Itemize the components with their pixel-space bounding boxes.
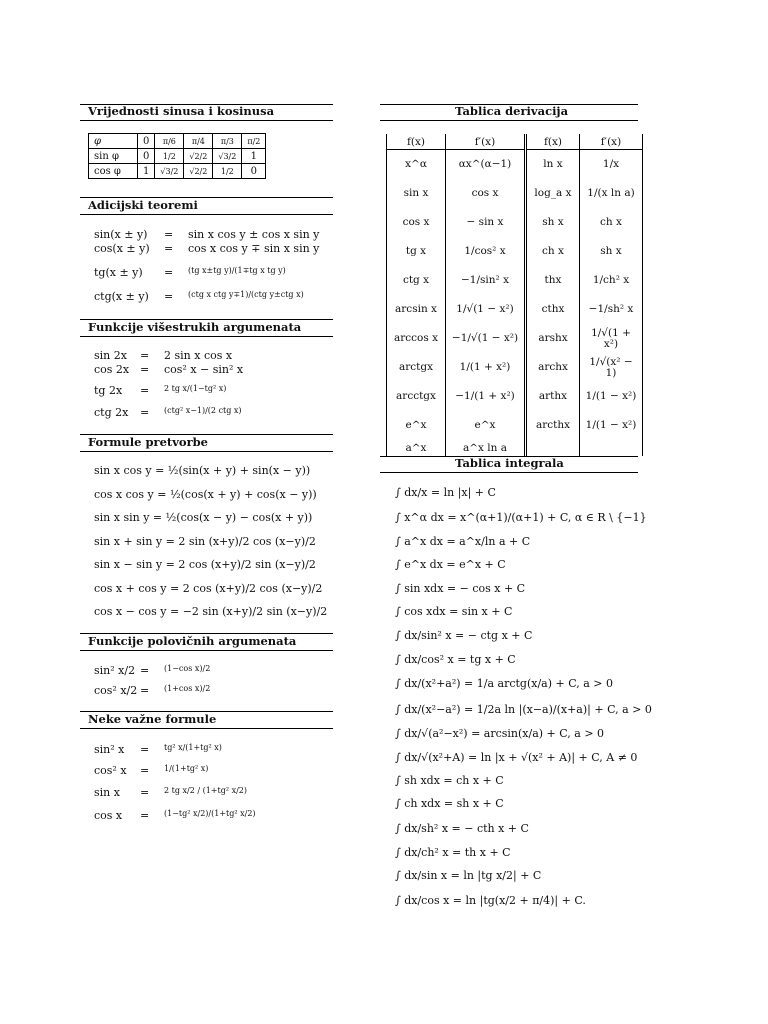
formula-lhs: cos x [94,809,123,822]
table-cell: π/2 [242,134,266,149]
table-cell: −1/√(1 − x²) [446,324,526,353]
rule [380,120,638,121]
table-cell: 1/2 [155,149,184,164]
integral-formula: ∫ sin xdx = − cos x + C [395,582,526,595]
formula-rhs: 2 tg x/2 / (1+tg² x/2) [164,786,248,795]
integral-formula: ∫ cos xdx = sin x + C [395,605,513,618]
table-cell: 1 [138,164,155,179]
table-cell: cos x [387,208,446,237]
table-cell: ch x [580,208,643,237]
rule [80,451,333,452]
table-row [387,411,643,440]
integral-formula: ∫ dx/(x²+a²) = 1/a arctg(x/a) + C, a > 0 [395,677,614,690]
table-cell: 1/x [580,150,643,180]
equals-sign: = [140,809,150,822]
rule [80,650,333,651]
table-cell: φ [89,134,138,149]
table-cell [526,440,580,456]
table-row [387,266,643,295]
equals-sign: = [140,786,150,799]
formula-lhs: ctg 2x [94,406,129,419]
table-row [387,324,643,353]
formula: cos x cos y = ½(cos(x + y) + cos(x − y)) [94,488,317,501]
table-row [387,295,643,324]
table-row [387,382,643,411]
table-cell: 0 [138,149,155,164]
formula-lhs: sin(x ± y) [94,228,148,241]
table-cell: 1/(1 + x²) [446,353,526,382]
table-cell: π/3 [213,134,242,149]
table-cell: arccos x [387,324,446,353]
table-cell: arcthx [526,411,580,440]
integral-formula: ∫ dx/√(x²+A) = ln |x + √(x² + A)| + C, A ≠ 0 [395,751,638,764]
table-cell: thx [526,266,580,295]
table-cell: cthx [526,295,580,324]
table-cell: √2/2 [184,164,213,179]
equals-sign: = [164,228,174,241]
equals-sign: = [140,349,150,362]
integral-formula: ∫ dx/cos² x = tg x + C [395,653,516,666]
formula-rhs: 2 tg x/(1−tg² x) [164,384,227,393]
section-title-derivacije: Tablica derivacija [455,104,569,118]
table-cell: arshx [526,324,580,353]
integral-formula: ∫ a^x dx = a^x/ln a + C [395,535,531,548]
table-cell: 1/(1 − x²) [580,411,643,440]
table-cell: e^x [387,411,446,440]
equals-sign: = [140,684,150,697]
formula-lhs: ctg(x ± y) [94,290,149,303]
formula: cos x − cos y = −2 sin (x+y)/2 sin (x−y)/2 [94,605,328,618]
formula-lhs: tg(x ± y) [94,266,143,279]
equals-sign: = [140,384,150,397]
table-cell: archx [526,353,580,382]
formula-rhs: 1/(1+tg² x) [164,764,209,773]
table-cell: − sin x [446,208,526,237]
table-cell: e^x [446,411,526,440]
rule [380,472,638,473]
table-cell: arcctgx [387,382,446,411]
equals-sign: = [140,406,150,419]
table-cell: 1 [242,149,266,164]
table-row [387,208,643,237]
table-cell: 1/2 [213,164,242,179]
formula-lhs: sin² x/2 [94,664,136,677]
column-header: f′(x) [446,134,526,150]
integral-formula: ∫ dx/√(a²−x²) = arcsin(x/a) + C, a > 0 [395,727,605,740]
table-cell: arcsin x [387,295,446,324]
table-row [387,179,643,208]
formula: sin x + sin y = 2 sin (x+y)/2 cos (x−y)/2 [94,535,316,548]
table-cell: ch x [526,237,580,266]
formula-rhs: cos² x − sin² x [164,363,244,376]
table-cell: ln x [526,150,580,180]
table-cell: −1/(1 + x²) [446,382,526,411]
formula-lhs: sin² x [94,743,125,756]
integral-formula: ∫ ch xdx = sh x + C [395,797,504,810]
table-row [387,353,643,382]
formula-lhs: cos² x/2 [94,684,138,697]
column-header: f(x) [387,134,446,150]
table-row [89,164,266,179]
rule [80,214,333,215]
formula: cos x + cos y = 2 cos (x+y)/2 cos (x−y)/2 [94,582,323,595]
section-title-pretvorbe: Formule pretvorbe [88,435,208,449]
equals-sign: = [164,290,174,303]
section-title-sin-cos: Vrijednosti sinusa i kosinusa [88,104,275,118]
formula-lhs: cos² x [94,764,127,777]
table-cell: arthx [526,382,580,411]
formula: sin x cos y = ½(sin(x + y) + sin(x − y)) [94,464,311,477]
table-cell: −1/sh² x [580,295,643,324]
equals-sign: = [164,242,174,255]
formula-lhs: cos 2x [94,363,130,376]
table-row [89,149,266,164]
integral-formula: ∫ dx/sh² x = − cth x + C [395,822,529,835]
table-cell: αx^(α−1) [446,150,526,180]
formula-rhs: (1−tg² x/2)/(1+tg² x/2) [164,809,256,818]
rule [80,336,333,337]
formula: sin x − sin y = 2 cos (x+y)/2 sin (x−y)/2 [94,558,316,571]
formula-rhs: (tg x±tg y)/(1∓tg x tg y) [188,266,286,275]
formula-rhs: cos x cos y ∓ sin x sin y [188,242,320,255]
column-header: f′(x) [580,134,643,150]
formula: sin x sin y = ½(cos(x − y) − cos(x + y)) [94,511,313,524]
table-cell [580,440,643,456]
table-cell: sin x [387,179,446,208]
section-title-adicijski: Adicijski teoremi [88,198,198,212]
table-cell: π/4 [184,134,213,149]
table-cell: arctgx [387,353,446,382]
equals-sign: = [140,664,150,677]
equals-sign: = [140,764,150,777]
table-cell: sh x [526,208,580,237]
sin-cos-table [88,133,266,179]
formula-rhs: tg² x/(1+tg² x) [164,743,222,752]
table-cell: 0 [242,164,266,179]
table-row [89,134,266,149]
table-cell: cos x [446,179,526,208]
integral-formula: ∫ e^x dx = e^x + C [395,558,506,571]
table-cell: 1/√(1 + x²) [580,324,643,353]
formula-rhs: (1−cos x)/2 [164,664,211,673]
table-row [387,237,643,266]
table-cell: 0 [138,134,155,149]
formula-lhs: tg 2x [94,384,123,397]
table-cell: 1/(1 − x²) [580,382,643,411]
table-cell: 1/√(x² − 1) [580,353,643,382]
table-cell: ctg x [387,266,446,295]
table-cell: tg x [387,237,446,266]
table-cell: a^x [387,440,446,456]
table-cell: a^x ln a [446,440,526,456]
integral-formula: ∫ dx/x = ln |x| + C [395,486,496,499]
rule [80,728,333,729]
table-cell: √2/2 [184,149,213,164]
section-title-vazne: Neke važne formule [88,712,217,726]
table-cell: 1/cos² x [446,237,526,266]
section-title-integrali: Tablica integrala [455,456,564,470]
table-row [387,440,643,456]
formula-lhs: cos(x ± y) [94,242,150,255]
table-row [387,150,643,180]
integral-formula: ∫ sh xdx = ch x + C [395,774,504,787]
formula-rhs: (ctg² x−1)/(2 ctg x) [164,406,242,415]
equals-sign: = [164,266,174,279]
rule [80,120,333,121]
table-cell: sh x [580,237,643,266]
integral-formula: ∫ dx/(x²−a²) = 1/2a ln |(x−a)/(x+a)| + C, a > 0 [395,703,652,716]
integral-formula: ∫ dx/ch² x = th x + C [395,846,511,859]
table-cell: cos φ [89,164,138,179]
table-cell: x^α [387,150,446,180]
table-cell: 1/√(1 − x²) [446,295,526,324]
formula-rhs: (1+cos x)/2 [164,684,211,693]
section-title-polovicni: Funkcije polovičnih argumenata [88,634,297,648]
formula-rhs: sin x cos y ± cos x sin y [188,228,320,241]
integral-formula: ∫ dx/cos x = ln |tg(x/2 + π/4)| + C. [395,894,586,907]
formula-rhs: 2 sin x cos x [164,349,233,362]
table-cell: √3/2 [155,164,184,179]
column-header: f(x) [526,134,580,150]
integral-formula: ∫ dx/sin x = ln |tg x/2| + C [395,869,542,882]
table-cell: sin φ [89,149,138,164]
formula-lhs: sin x [94,786,120,799]
integral-formula: ∫ x^α dx = x^(α+1)/(α+1) + C, α ∈ R \ {−1} [395,511,647,524]
table-cell: π/6 [155,134,184,149]
formula-rhs: (ctg x ctg y∓1)/(ctg y±ctg x) [188,290,304,299]
table-cell: −1/sin² x [446,266,526,295]
table-cell: √3/2 [213,149,242,164]
equals-sign: = [140,363,150,376]
derivatives-table [386,134,643,456]
table-cell: 1/(x ln a) [580,179,643,208]
table-cell: 1/ch² x [580,266,643,295]
equals-sign: = [140,743,150,756]
table-header-row [387,134,643,150]
integral-formula: ∫ dx/sin² x = − ctg x + C [395,629,533,642]
table-cell: log_a x [526,179,580,208]
section-title-visestruki: Funkcije višestrukih argumenata [88,320,302,334]
formula-lhs: sin 2x [94,349,127,362]
